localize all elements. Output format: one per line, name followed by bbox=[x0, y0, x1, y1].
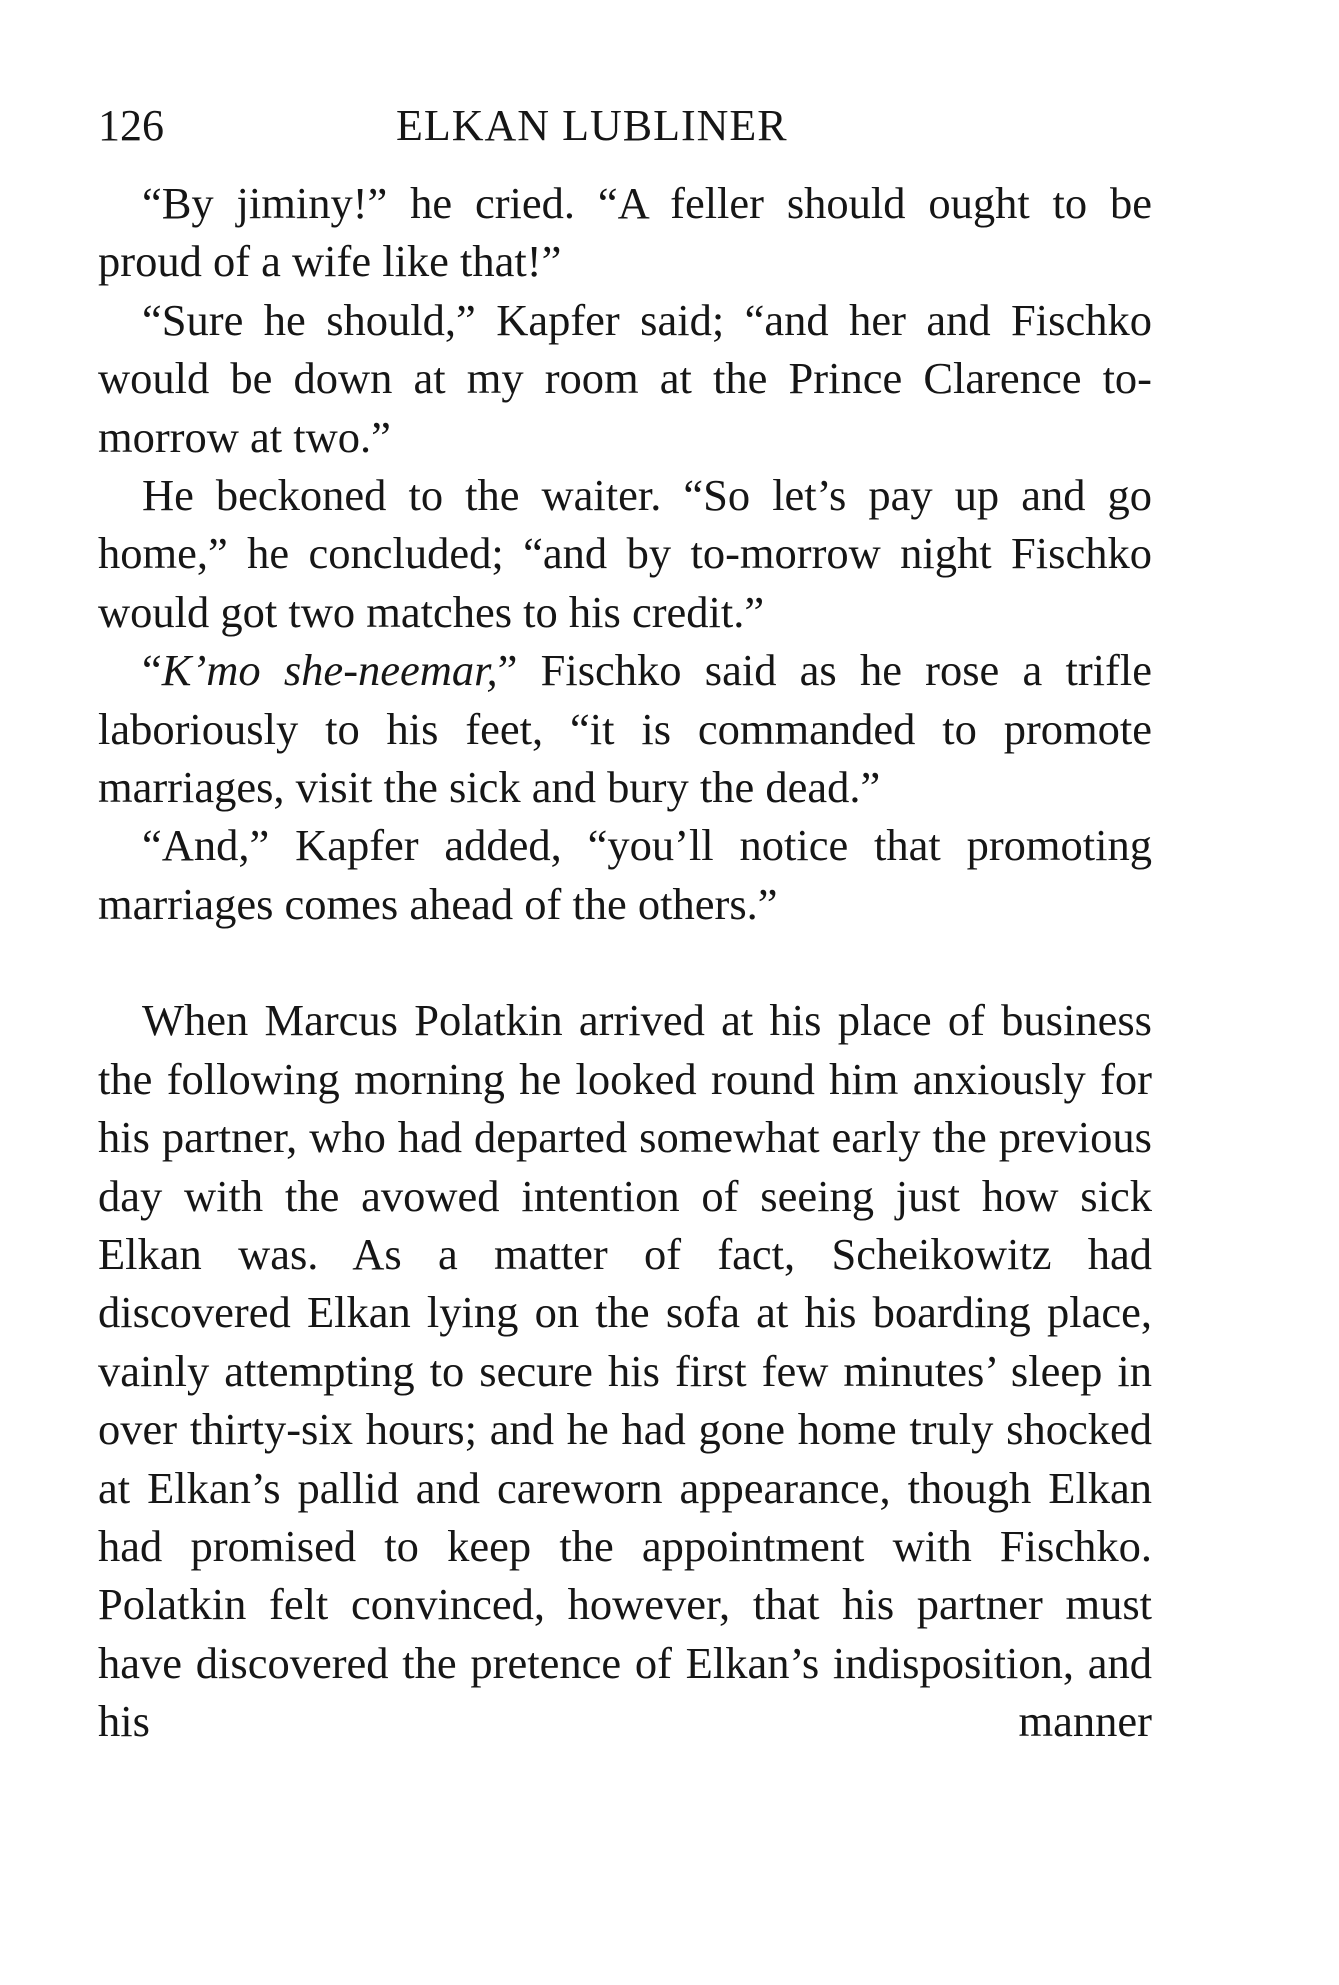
text-segment: “ bbox=[142, 645, 162, 696]
text-segment: When Marcus Polatkin arrived at his place of business the following morning he looked round him anxiously for his partner, who had departed somewhat early the previous day with the avowed intention of seeing just how sick Elkan was. As a matter of fact, Scheikowitz had discovered Elkan lying on the sofa at his boarding place, vainly attempting to secure his first few minutes’ sleep in over thirty-six hours; and he had gone home truly shocked at Elkan’s pallid and careworn appearance, though Elkan had promised to keep the appointment with Fischko. Polatkin felt convinced, however, that his partner must have discovered the pretence of Elkan’s indisposition, and his manner bbox=[98, 995, 1152, 1747]
page-text bbox=[98, 174, 1152, 1751]
paragraph bbox=[98, 466, 1152, 641]
text-segment: “By jiminy!” he cried. “A feller should ought to be proud of a wife like that!” bbox=[98, 178, 1152, 287]
text-segment: “And,” Kapfer added, “you’ll notice that promoting marriages comes ahead of the others.” bbox=[98, 820, 1152, 929]
text-segment: ” Fischko said as he rose a trifle laboriously to his feet, “it is commanded to promote marriages, visit the sick and bury the dead.” bbox=[98, 645, 1152, 813]
paragraph bbox=[98, 641, 1152, 816]
paragraph bbox=[98, 816, 1152, 933]
text-segment: He beckoned to the waiter. “So let’s pay up and go home,” he concluded; “and by to-morrow night Fischko would got two matches to his credit.” bbox=[98, 470, 1152, 637]
text-segment: “Sure he should,” Kapfer said; “and her and Fischko would be down at my room at the Prince Clarence to-morrow at two.” bbox=[98, 294, 1152, 462]
running-head bbox=[98, 96, 1168, 156]
paragraph bbox=[98, 291, 1152, 466]
page-number: 126 bbox=[98, 101, 164, 150]
book-title: ELKAN LUBLINER bbox=[396, 101, 788, 150]
italic-phrase: K’mo she-neemar, bbox=[161, 645, 498, 696]
paragraph bbox=[98, 991, 1152, 1750]
paragraph bbox=[98, 174, 1152, 291]
